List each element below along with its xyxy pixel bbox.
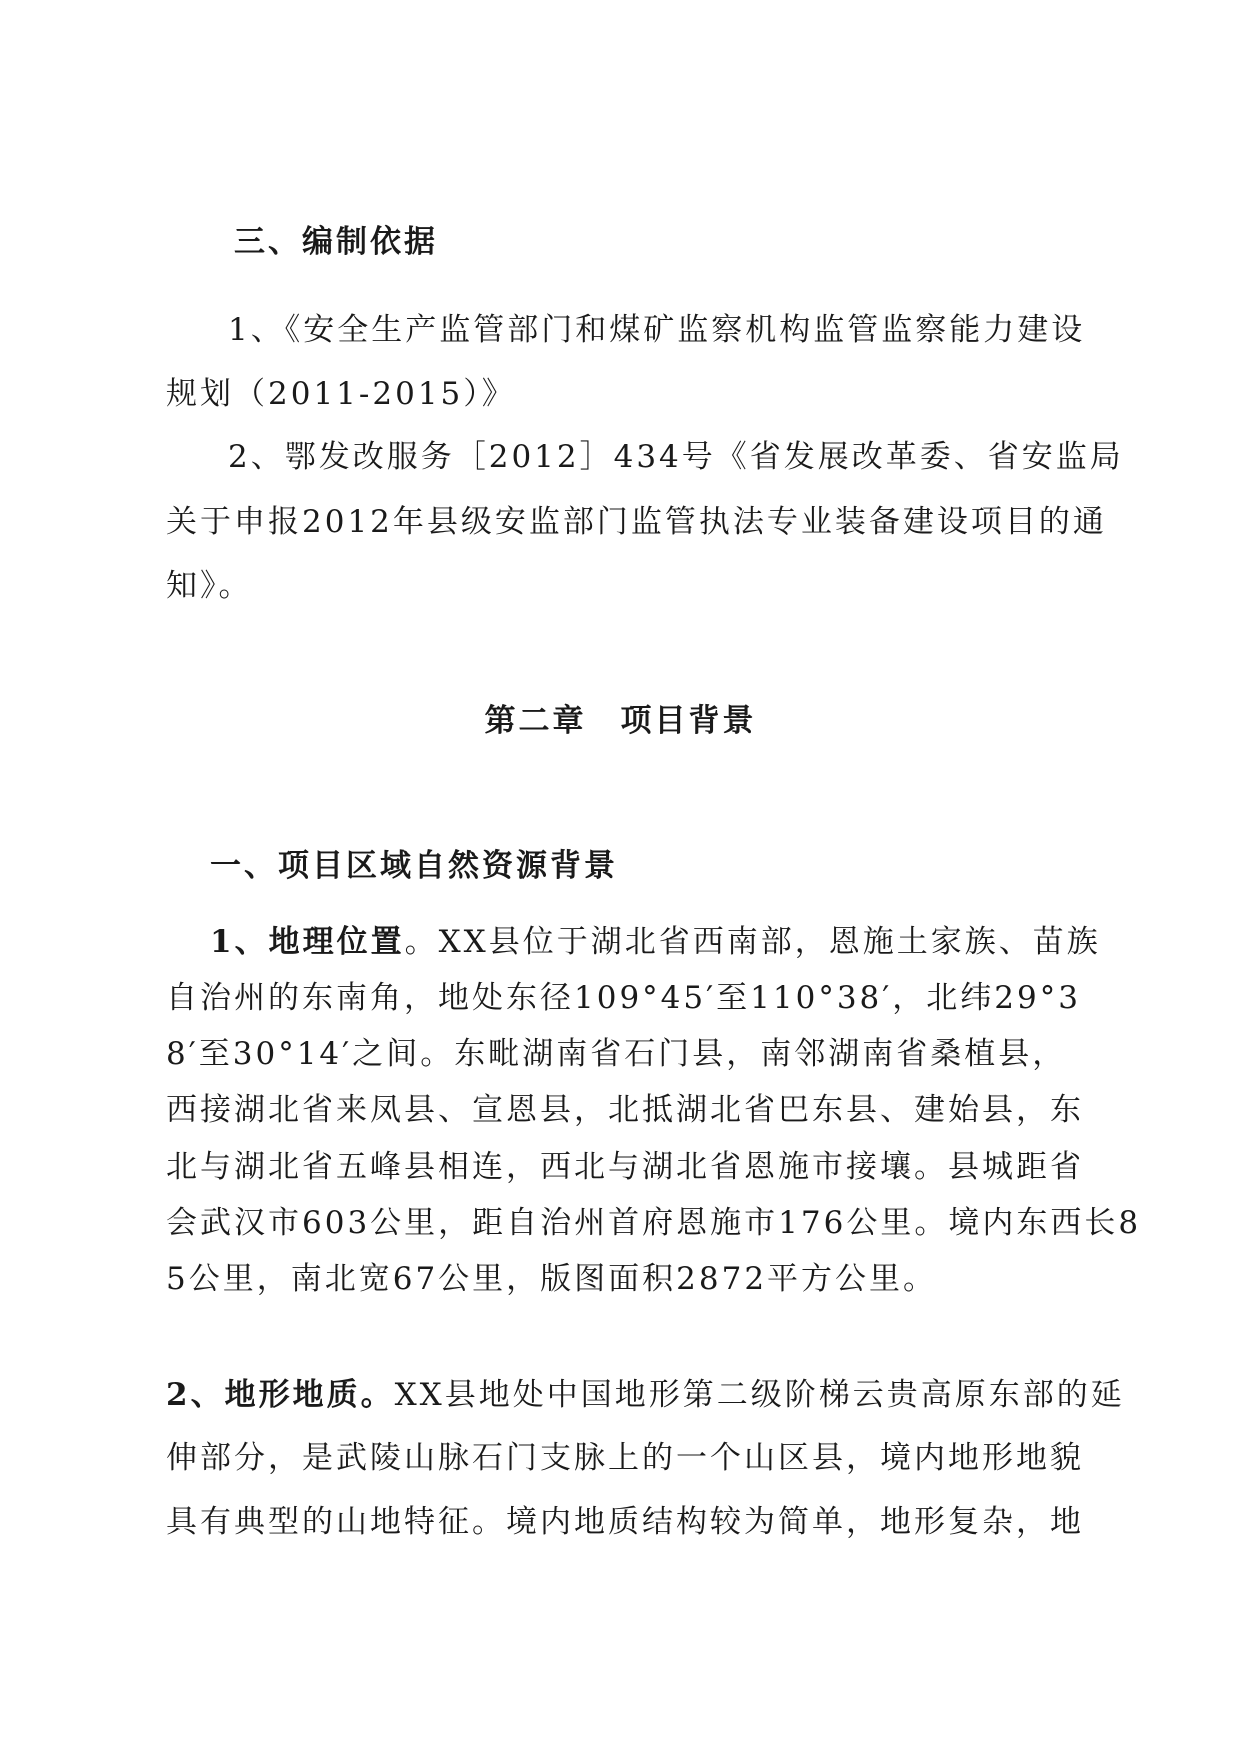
paragraph-1-line-4: 西接湖北省来凤县、宣恩县，北抵湖北省巴东县、建始县，东 [166,1092,1084,1128]
paragraph-1-line-1-text: 。XX县位于湖北省西南部，恩施土家族、苗族 [404,924,1101,960]
basis-item-2-line-1: 2、鄂发改服务［2012］434号《省发展改革委、省安监局 [228,439,1124,475]
paragraph-2-line-2: 伸部分，是武陵山脉石门支脉上的一个山区县，境内地形地貌 [166,1440,1084,1476]
basis-item-2-line-3: 知》。 [166,568,253,604]
paragraph-2-line-1-text: XX县地处中国地形第二级阶梯云贵高原东部的延 [394,1377,1125,1413]
paragraph-1-line-2: 自治州的东南角，地处东径109°45′至110°38′，北纬29°3 [166,980,1081,1016]
paragraph-1-line-3: 8′至30°14′之间。东毗湖南省石门县，南邻湖南省桑植县， [166,1036,1067,1072]
paragraph-2-line-3: 具有典型的山地特征。境内地质结构较为简单，地形复杂，地 [166,1504,1084,1540]
section3-heading: 三、编制依据 [234,224,438,260]
paragraph-1-line-7: 5公里，南北宽67公里，版图面积2872平方公里。 [166,1261,938,1297]
paragraph-1-line-1 [210,922,1122,962]
paragraph-1-line-5: 北与湖北省五峰县相连，西北与湖北省恩施市接壤。县城距省 [166,1149,1084,1185]
chapter-title: 第二章 项目背景 [484,703,757,739]
paragraph-2-line-1 [166,1375,1125,1415]
paragraph-2-label: 2、地形地质。 [166,1377,395,1413]
basis-item-1-line-1: 1、《安全生产监管部门和煤矿监察机构监管监察能力建设 [228,312,1086,348]
paragraph-1-line-6: 会武汉市603公里，距自治州首府恩施市176公里。境内东西长8 [166,1205,1142,1241]
basis-item-2-line-2: 关于申报2012年县级安监部门监管执法专业装备建设项目的通 [166,504,1107,540]
section1-heading: 一、项目区域自然资源背景 [210,848,618,884]
basis-item-1-line-2: 规划（2011-2015）》 [166,376,516,412]
paragraph-1-label: 1、地理位置 [210,924,405,960]
